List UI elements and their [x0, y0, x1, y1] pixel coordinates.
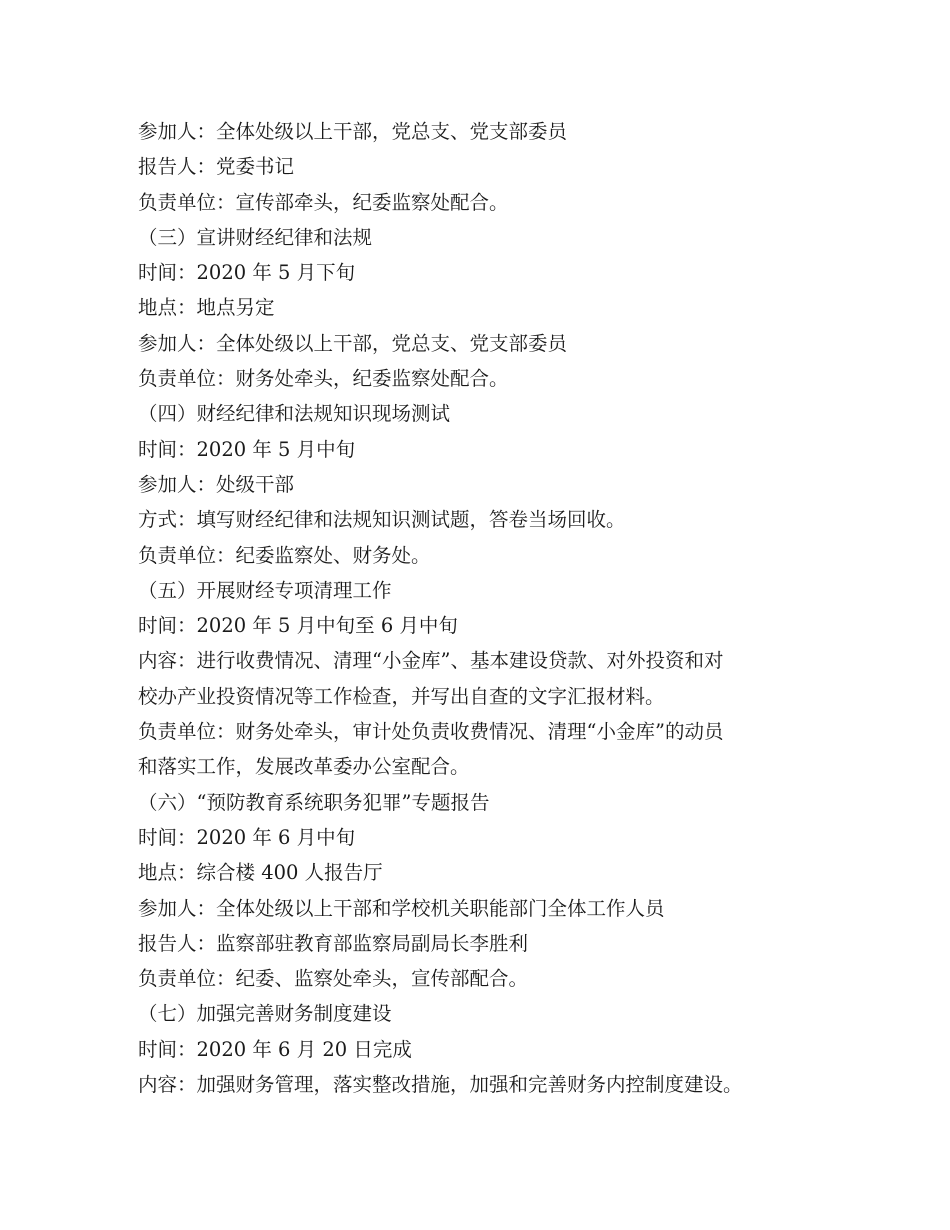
section-heading: （三）宣讲财经纪律和法规 — [138, 225, 373, 249]
text-line: 时间：2020 年 5 月中旬 — [138, 437, 356, 461]
section-heading: （七）加强完善财务制度建设 — [138, 1002, 392, 1026]
text-line: 报告人：监察部驻教育部监察局副局长李胜利 — [138, 931, 529, 955]
text-line: 时间：2020 年 6 月 20 日完成 — [138, 1037, 412, 1061]
text-line: 地点：综合楼 400 人报告厅 — [138, 861, 383, 885]
text-line: 负责单位：财务处牵头，纪委监察处配合。 — [138, 367, 509, 391]
text-line: 时间：2020 年 6 月中旬 — [138, 825, 356, 849]
text-line: 负责单位：纪委监察处、财务处。 — [138, 543, 431, 567]
text-line: 参加人：处级干部 — [138, 472, 295, 496]
text-line: 和落实工作，发展改革委办公室配合。 — [138, 755, 470, 779]
text-line: 时间：2020 年 5 月下旬 — [138, 261, 356, 285]
text-line: 参加人：全体处级以上干部和学校机关职能部门全体工作人员 — [138, 896, 665, 920]
text-line: 内容：进行收费情况、清理“小金库”、基本建设贷款、对外投资和对 — [138, 649, 724, 673]
text-line: 方式：填写财经纪律和法规知识测试题，答卷当场回收。 — [138, 508, 626, 532]
section-heading: （四）财经纪律和法规知识现场测试 — [138, 402, 451, 426]
text-line: 参加人：全体处级以上干部，党总支、党支部委员 — [138, 120, 568, 143]
section-heading: （六）“预防教育系统职务犯罪”专题报告 — [138, 790, 490, 814]
text-line: 地点：地点另定 — [138, 296, 275, 320]
text-line: 负责单位：纪委、监察处牵头，宣传部配合。 — [138, 967, 529, 991]
text-line: 时间：2020 年 5 月中旬至 6 月中旬 — [138, 614, 458, 638]
document-body — [138, 114, 818, 1102]
text-line: 负责单位：财务处牵头，审计处负责收费情况、清理“小金库”的动员 — [138, 720, 724, 744]
text-line: 内容：加强财务管理，落实整改措施，加强和完善财务内控制度建设。 — [138, 1073, 743, 1097]
text-line: 参加人：全体处级以上干部，党总支、党支部委员 — [138, 331, 568, 355]
text-line: 校办产业投资情况等工作检查，并写出自查的文字汇报材料。 — [138, 684, 665, 708]
text-line: 报告人：党委书记 — [138, 155, 295, 179]
section-heading: （五）开展财经专项清理工作 — [138, 578, 392, 602]
text-line: 负责单位：宣传部牵头，纪委监察处配合。 — [138, 190, 509, 214]
